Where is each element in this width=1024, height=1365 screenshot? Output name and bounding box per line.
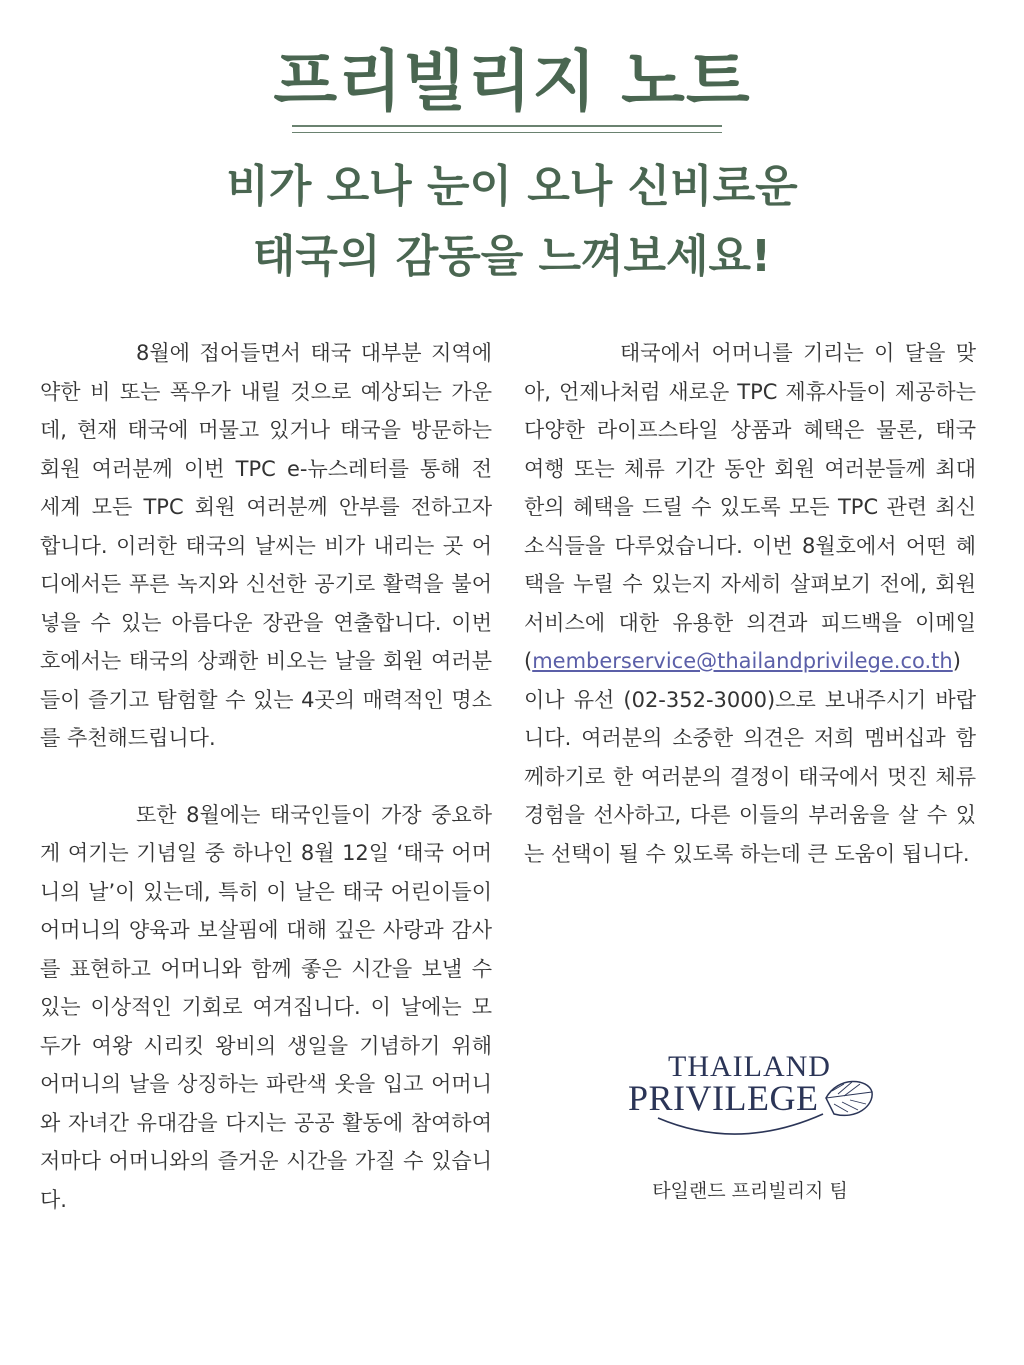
headline-line-1: 비가 오나 눈이 오나 신비로운: [226, 161, 798, 212]
logo-line-thailand: THAILAND: [668, 1050, 831, 1083]
lotus-leaf-icon: [826, 1081, 872, 1115]
feedback-text-after-email: )이나 유선 (02-352-3000)으로 보내주시기 바랍니다. 여러분의 소중한 의견은 저희 멤버십과 함께하기로 한 여러분의 결정이 태국에서 멋진 체류 경험을 선사하고, 다른 이들의 부러움을 살 수 있는 선택이 될 수 있도록 하는데 큰 도움이 됩니다.: [524, 649, 976, 866]
mothers-day-paragraph: 또한 8월에는 태국인들이 가장 중요하게 여기는 기념일 중 하나인 8월 12일 ‘태국 어머니의 날’이 있는데, 특히 이 날은 태국 어린이들이 어머니의 양육과 보살핌에 대해 깊은 사랑과 감사를 표현하고 어머니와 함께 좋은 시간을 보낼 수 있는 이상적인 기회로 여겨집니다. 이 날에는 모두가 여왕 시리킷 왕비의 생일을 기념하기 위해 어머니의 날을 상징하는 파란색 옷을 입고 어머니와 자녀간 유대감을 다지는 공공 활동에 참여하여 저마다 어머니와의 즐거운 시간을 가질 수 있습니다.: [40, 802, 492, 1212]
intro-paragraph: 8월에 접어들면서 태국 대부분 지역에 약한 비 또는 폭우가 내릴 것으로 예상되는 가운데, 현재 태국에 머물고 있거나 태국을 방문하는 회원 여러분께 이번 TPC e-뉴스레터를 통해 전 세계 모든 TPC 회원 여러분께 안부를 전하고자 합니다. 이러한 태국의 날씨는 비가 내리는 곳 어디에서든 푸른 녹지와 신선한 공기로 활력을 불어넣을 수 있는 아름다운 장관을 연출합니다. 이번 호에서는 태국의 상쾌한 비오는 날을 회원 여러분들이 즐기고 탐험할 수 있는 4곳의 매력적인 명소를 추천해드립니다.: [40, 341, 492, 750]
feedback-paragraph: [524, 334, 976, 873]
email-link[interactable]: memberservice@thailandprivilege.co.th: [532, 649, 953, 673]
feedback-text-before-email: 태국에서 어머니를 기리는 이 달을 맞아, 언제나처럼 새로운 TPC 제휴사들이 제공하는 다양한 라이프스타일 상품과 혜택은 물론, 태국 여행 또는 체류 기간 동안 회원 여러분들께 최대한의 혜택을 드릴 수 있도록 모든 TPC 관련 최신 소식들을 다루었습니다. 이번 8월호에서 어떤 혜택을 누릴 수 있는지 자세히 살펴보기 전에, 회원 서비스에 대한 유용한 의견과 피드백을 이메일 (: [524, 341, 976, 673]
paragraph-spacer: [40, 758, 492, 796]
logo-line-privilege: PRIVILEGE: [628, 1078, 819, 1118]
left-column: [40, 334, 492, 1219]
team-signature: 타일랜드 프리빌리지 팀: [652, 1180, 848, 1202]
right-column: [524, 334, 976, 873]
headline-line-2: 태국의 감동을 느껴보세요!: [252, 231, 772, 282]
headline: [0, 152, 1024, 292]
page-title: 프리빌리지 노트: [273, 43, 751, 120]
title-underline-divider: [292, 125, 722, 133]
thailand-privilege-logo: [618, 1040, 878, 1150]
